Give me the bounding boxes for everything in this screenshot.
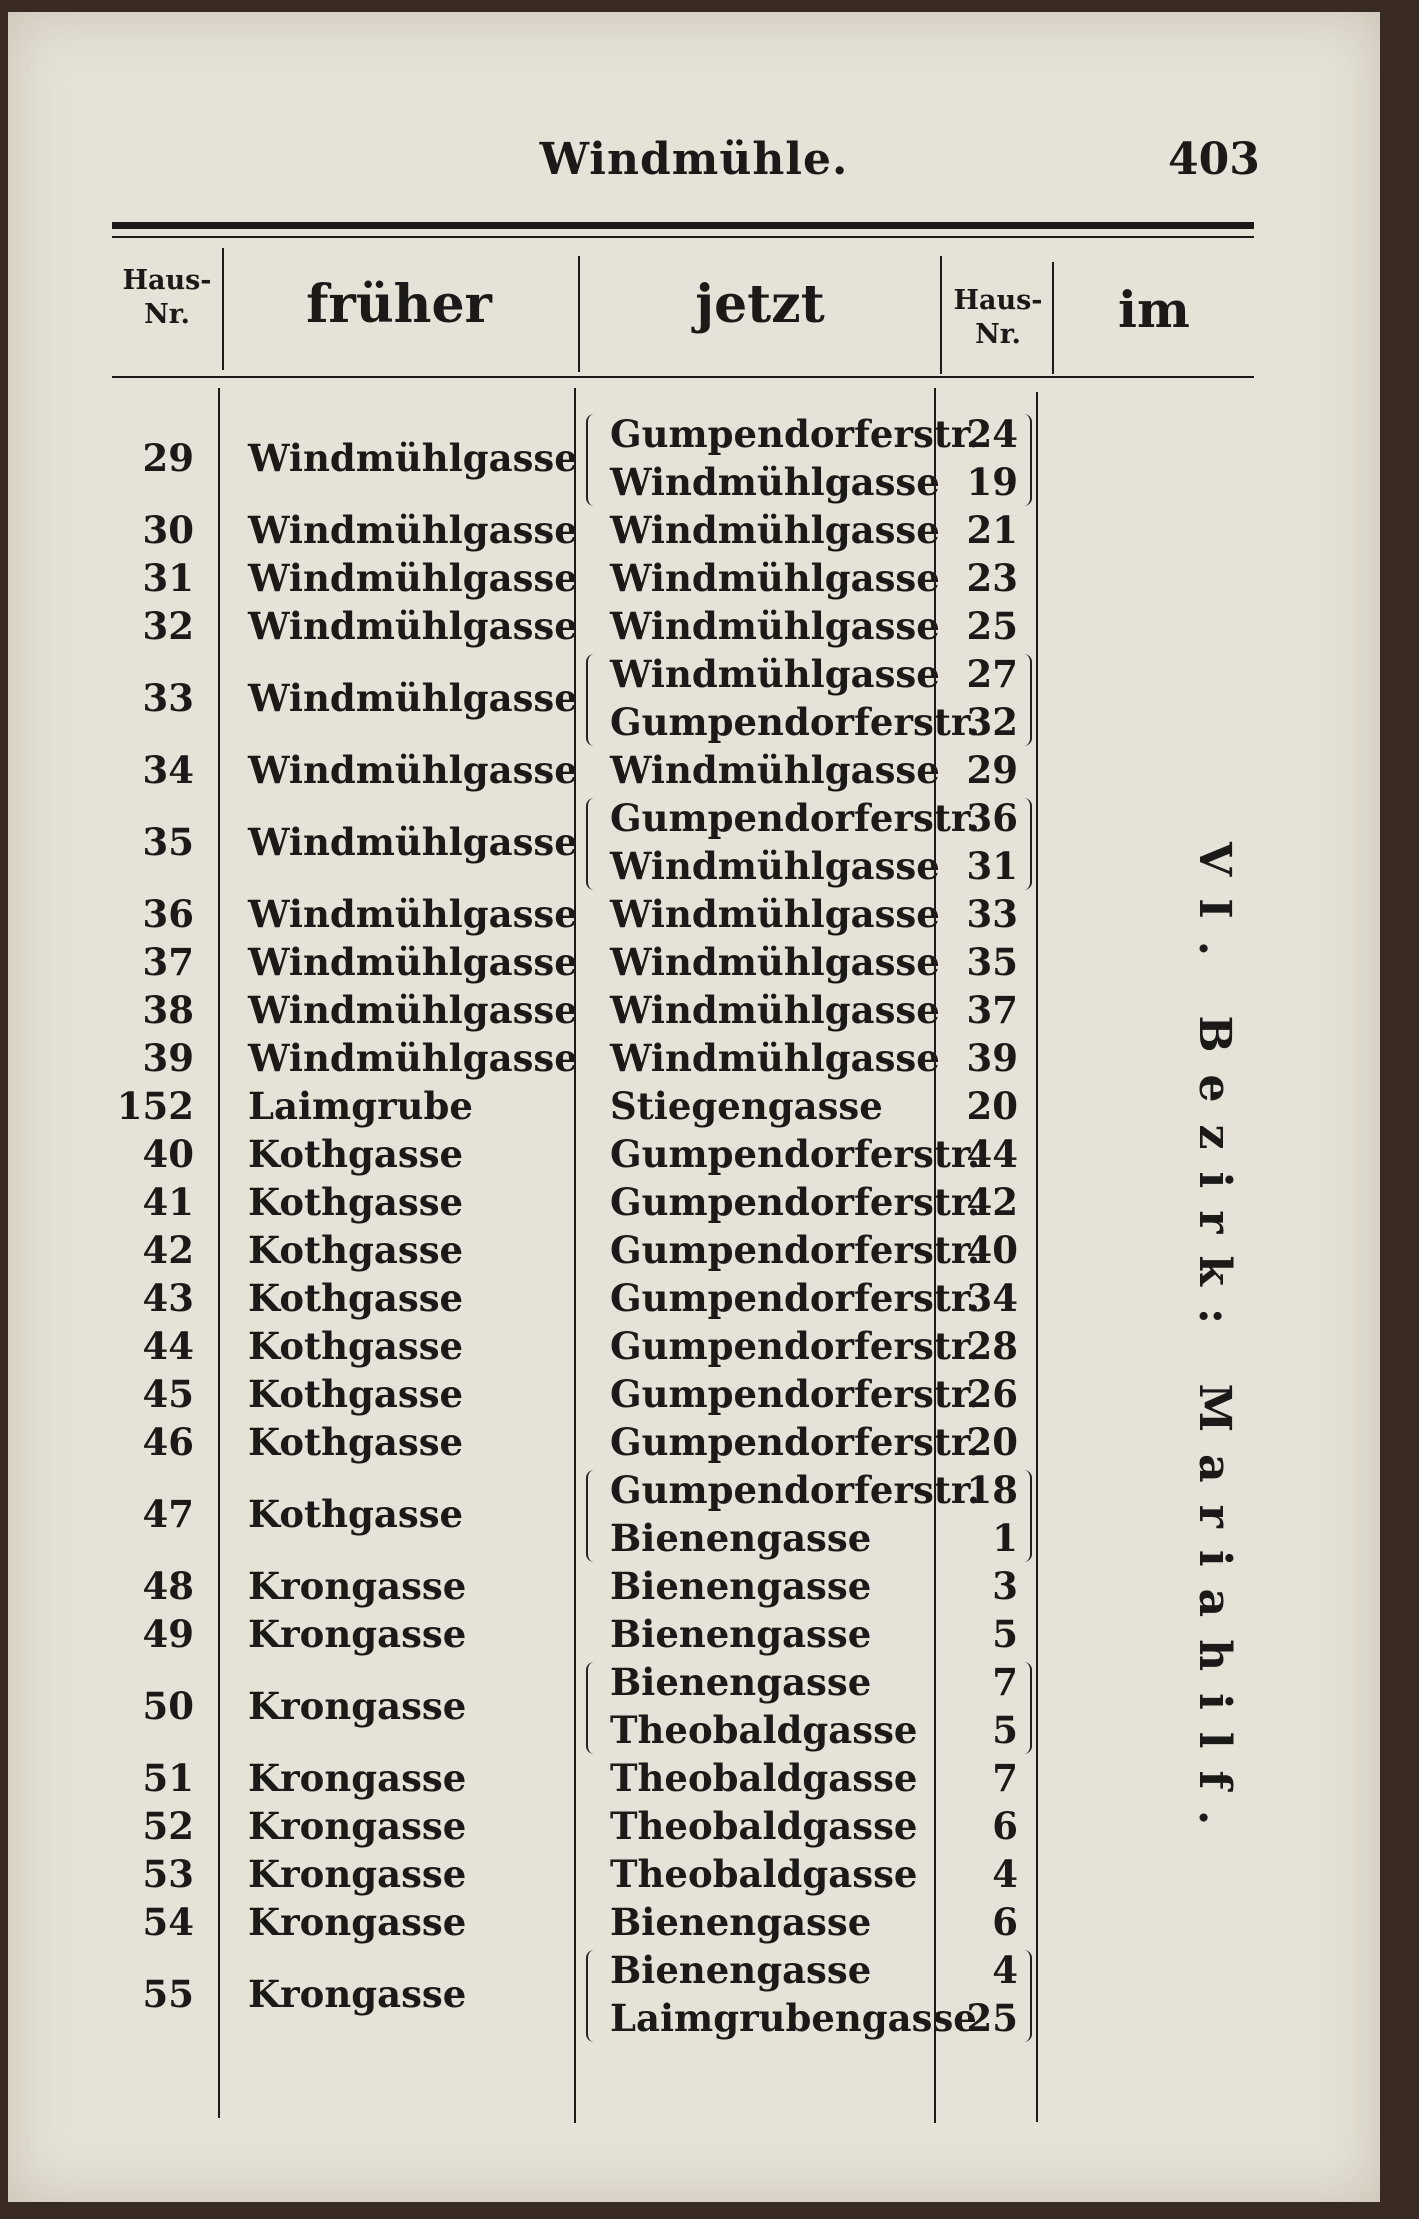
- row-old-street: Krongasse: [248, 1972, 467, 2016]
- row-old-street: Windmühlgasse: [248, 508, 578, 552]
- row-old-nr: 48: [142, 1564, 194, 1608]
- row-new-nr: 21: [966, 508, 1018, 552]
- row-new-nr: 3: [992, 1564, 1018, 1608]
- row-new-nr: 4: [992, 1948, 1018, 1992]
- row-new-street: Windmühlgasse: [610, 604, 940, 648]
- row-old-nr: 34: [142, 748, 194, 792]
- row-old-street: Kothgasse: [248, 1420, 464, 1464]
- row-old-nr: 152: [116, 1084, 194, 1128]
- header-col-sep: [578, 256, 580, 372]
- row-old-street: Windmühlgasse: [248, 556, 578, 600]
- header-nr-label: Nr.: [975, 319, 1021, 350]
- row-new-nr: 25: [966, 1996, 1018, 2040]
- row-new-street: Gumpendorferstr.: [610, 1132, 980, 1176]
- row-new-nr: 42: [966, 1180, 1018, 1224]
- row-new-street: Windmühlgasse: [610, 844, 940, 888]
- row-old-street: Kothgasse: [248, 1132, 464, 1176]
- header-nr-label: Nr.: [144, 299, 190, 330]
- row-new-street: Windmühlgasse: [610, 508, 940, 552]
- row-new-nr: 34: [966, 1276, 1018, 1320]
- row-new-street: Bienengasse: [610, 1900, 872, 1944]
- row-new-nr: 20: [966, 1420, 1018, 1464]
- row-old-nr: 51: [142, 1756, 194, 1800]
- row-old-nr: 41: [142, 1180, 194, 1224]
- row-new-street: Windmühlgasse: [610, 652, 940, 696]
- top-rule-thin: [112, 236, 1254, 238]
- row-old-nr: 43: [142, 1276, 194, 1320]
- row-old-street: Krongasse: [248, 1804, 467, 1848]
- brace-right: [1020, 1470, 1032, 1562]
- header-haus-label: Haus-: [953, 285, 1043, 316]
- page-title: Windmühle.: [539, 134, 849, 185]
- row-new-nr: 18: [966, 1468, 1018, 1512]
- row-old-nr: 47: [142, 1492, 194, 1536]
- row-new-street: Windmühlgasse: [610, 892, 940, 936]
- brace-left: [586, 798, 598, 890]
- row-new-street: Gumpendorferstr.: [610, 1180, 980, 1224]
- row-new-nr: 5: [992, 1708, 1018, 1752]
- row-new-street: Gumpendorferstr.: [610, 700, 980, 744]
- row-old-nr: 50: [142, 1684, 194, 1728]
- page-number: 403: [1168, 134, 1260, 185]
- brace-left: [586, 1662, 598, 1754]
- row-old-street: Krongasse: [248, 1564, 467, 1608]
- row-old-nr: 53: [142, 1852, 194, 1896]
- row-old-street: Kothgasse: [248, 1492, 464, 1536]
- row-new-street: Windmühlgasse: [610, 940, 940, 984]
- row-old-street: Windmühlgasse: [248, 892, 578, 936]
- row-old-street: Krongasse: [248, 1684, 467, 1728]
- brace-left: [586, 414, 598, 506]
- row-old-street: Windmühlgasse: [248, 604, 578, 648]
- row-old-nr: 32: [142, 604, 194, 648]
- header-haus-nr-right: [942, 284, 1054, 352]
- row-old-street: Krongasse: [248, 1756, 467, 1800]
- row-old-street: Kothgasse: [248, 1228, 464, 1272]
- brace-left: [586, 1950, 598, 2042]
- row-new-nr: 19: [966, 460, 1018, 504]
- header-haus-nr-left: [112, 264, 222, 332]
- row-new-nr: 39: [966, 1036, 1018, 1080]
- row-new-street: Theobaldgasse: [610, 1708, 918, 1752]
- row-old-nr: 29: [142, 436, 194, 480]
- row-old-street: Kothgasse: [248, 1372, 464, 1416]
- row-old-street: Laimgrube: [248, 1084, 473, 1128]
- brace-right: [1020, 1662, 1032, 1754]
- row-new-street: Windmühlgasse: [610, 988, 940, 1032]
- brace-right: [1020, 1950, 1032, 2042]
- header-im: im: [1118, 280, 1190, 339]
- row-new-nr: 26: [966, 1372, 1018, 1416]
- row-new-nr: 23: [966, 556, 1018, 600]
- row-new-nr: 20: [966, 1084, 1018, 1128]
- row-old-nr: 35: [142, 820, 194, 864]
- row-new-nr: 35: [966, 940, 1018, 984]
- row-new-street: Gumpendorferstr.: [610, 1228, 980, 1272]
- row-new-street: Gumpendorferstr.: [610, 412, 980, 456]
- row-new-nr: 6: [992, 1804, 1018, 1848]
- row-new-nr: 44: [966, 1132, 1018, 1176]
- row-new-street: Laimgrubengasse: [610, 1996, 977, 2040]
- row-new-nr: 37: [966, 988, 1018, 1032]
- row-old-nr: 52: [142, 1804, 194, 1848]
- row-old-nr: 31: [142, 556, 194, 600]
- row-old-street: Windmühlgasse: [248, 988, 578, 1032]
- row-new-street: Gumpendorferstr.: [610, 1324, 980, 1368]
- row-old-street: Windmühlgasse: [248, 940, 578, 984]
- row-old-street: Windmühlgasse: [248, 1036, 578, 1080]
- row-old-street: Kothgasse: [248, 1180, 464, 1224]
- row-new-nr: 32: [966, 700, 1018, 744]
- row-new-nr: 27: [966, 652, 1018, 696]
- top-rule-thick: [112, 222, 1254, 229]
- row-new-street: Gumpendorferstr.: [610, 1420, 980, 1464]
- row-old-nr: 30: [142, 508, 194, 552]
- row-new-street: Theobaldgasse: [610, 1852, 918, 1896]
- header-col-sep: [1052, 262, 1054, 374]
- header-frueher: früher: [306, 274, 492, 335]
- row-new-nr: 6: [992, 1900, 1018, 1944]
- row-old-nr: 46: [142, 1420, 194, 1464]
- row-new-street: Bienengasse: [610, 1612, 872, 1656]
- row-new-nr: 7: [992, 1756, 1018, 1800]
- brace-right: [1020, 654, 1032, 746]
- row-old-street: Krongasse: [248, 1612, 467, 1656]
- row-old-nr: 36: [142, 892, 194, 936]
- header-bottom-rule: [112, 376, 1254, 378]
- row-new-street: Windmühlgasse: [610, 1036, 940, 1080]
- row-new-nr: 36: [966, 796, 1018, 840]
- row-new-nr: 7: [992, 1660, 1018, 1704]
- row-new-street: Windmühlgasse: [610, 556, 940, 600]
- row-old-street: Kothgasse: [248, 1324, 464, 1368]
- row-old-nr: 39: [142, 1036, 194, 1080]
- header-jetzt: jetzt: [695, 274, 825, 335]
- row-new-street: Gumpendorferstr.: [610, 1276, 980, 1320]
- header-haus-label: Haus-: [122, 265, 212, 296]
- brace-left: [586, 654, 598, 746]
- header-col-sep: [940, 256, 942, 374]
- brace-right: [1020, 798, 1032, 890]
- row-new-street: Stiegengasse: [610, 1084, 883, 1128]
- row-old-nr: 42: [142, 1228, 194, 1272]
- row-new-street: Bienengasse: [610, 1948, 872, 1992]
- row-new-street: Gumpendorferstr.: [610, 1468, 980, 1512]
- row-new-nr: 31: [966, 844, 1018, 888]
- row-old-nr: 37: [142, 940, 194, 984]
- row-old-street: Kothgasse: [248, 1276, 464, 1320]
- row-new-nr: 33: [966, 892, 1018, 936]
- row-new-nr: 1: [992, 1516, 1018, 1560]
- row-old-nr: 55: [142, 1972, 194, 2016]
- brace-right: [1020, 414, 1032, 506]
- brace-left: [586, 1470, 598, 1562]
- row-new-street: Bienengasse: [610, 1660, 872, 1704]
- row-new-street: Bienengasse: [610, 1564, 872, 1608]
- row-old-nr: 54: [142, 1900, 194, 1944]
- row-old-street: Windmühlgasse: [248, 676, 578, 720]
- row-new-street: Bienengasse: [610, 1516, 872, 1560]
- district-label: VI. Bezirk: Mariahilf.: [1189, 842, 1240, 1848]
- row-old-street: Windmühlgasse: [248, 748, 578, 792]
- row-new-nr: 24: [966, 412, 1018, 456]
- row-new-nr: 5: [992, 1612, 1018, 1656]
- row-new-street: Windmühlgasse: [610, 748, 940, 792]
- row-old-nr: 49: [142, 1612, 194, 1656]
- row-old-street: Windmühlgasse: [248, 436, 578, 480]
- row-old-street: Krongasse: [248, 1900, 467, 1944]
- row-new-street: Gumpendorferstr.: [610, 796, 980, 840]
- row-new-street: Gumpendorferstr.: [610, 1372, 980, 1416]
- row-old-nr: 45: [142, 1372, 194, 1416]
- row-old-street: Windmühlgasse: [248, 820, 578, 864]
- row-new-street: Theobaldgasse: [610, 1804, 918, 1848]
- header-col-sep: [222, 248, 224, 370]
- row-new-nr: 4: [992, 1852, 1018, 1896]
- row-new-nr: 40: [966, 1228, 1018, 1272]
- row-old-street: Krongasse: [248, 1852, 467, 1896]
- row-new-nr: 25: [966, 604, 1018, 648]
- table-row: [8, 1948, 1380, 2064]
- row-new-street: Windmühlgasse: [610, 460, 940, 504]
- row-new-nr: 28: [966, 1324, 1018, 1368]
- row-old-nr: 33: [142, 676, 194, 720]
- row-old-nr: 44: [142, 1324, 194, 1368]
- row-old-nr: 38: [142, 988, 194, 1032]
- row-old-nr: 40: [142, 1132, 194, 1176]
- row-new-nr: 29: [966, 748, 1018, 792]
- row-new-street: Theobaldgasse: [610, 1756, 918, 1800]
- page: [8, 12, 1380, 2202]
